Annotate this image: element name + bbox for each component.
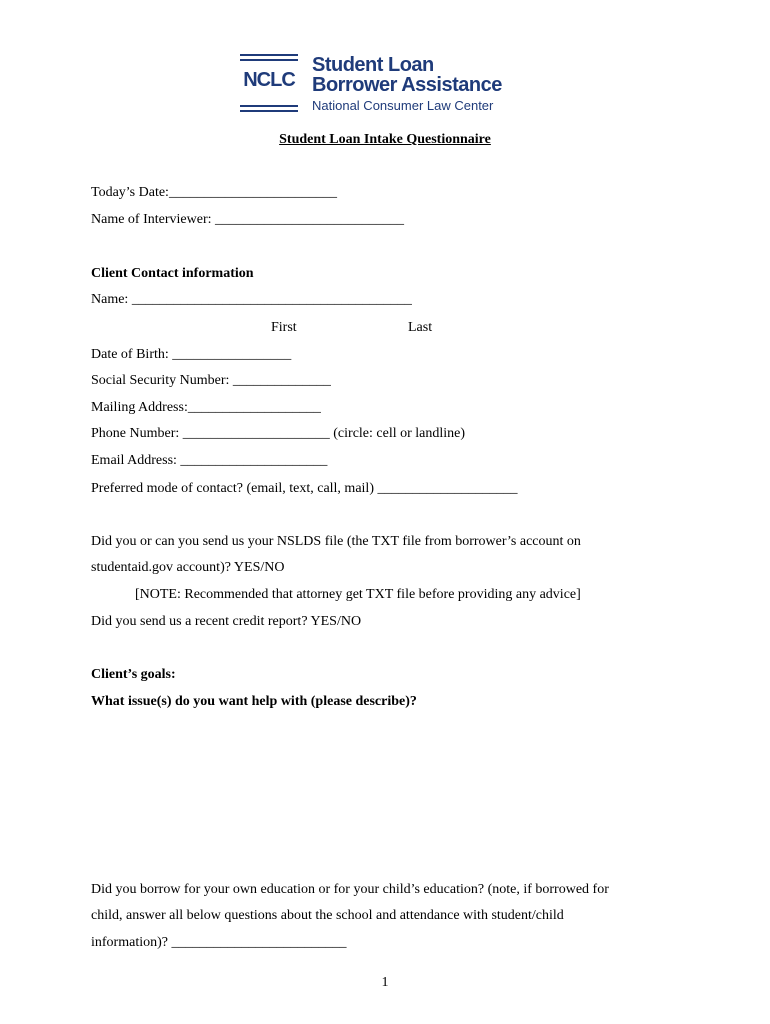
client-name-field[interactable]: Name: ________________________________________ xyxy=(91,292,412,307)
section-heading-contact: Client Contact information xyxy=(91,266,254,281)
date-of-birth-field[interactable]: Date of Birth: _________________ xyxy=(91,347,292,362)
nclc-logo-mark xyxy=(240,54,298,112)
last-name-label: Last xyxy=(408,320,433,335)
logo-line-nclc: National Consumer Law Center xyxy=(312,98,494,113)
section-heading-goals: Client’s goals: xyxy=(91,667,176,682)
issue-question: What issue(s) do you want help with (please describe)? xyxy=(91,694,417,709)
email-address-field[interactable]: Email Address: _____________________ xyxy=(91,453,328,468)
logo-line-borrower-assistance: Borrower Assistance xyxy=(312,74,502,96)
document-title: Student Loan Intake Questionnaire xyxy=(279,132,491,147)
nslds-note: [NOTE: Recommended that attorney get TXT file before providing any advice] xyxy=(135,587,581,602)
borrow-question-line-2: child, answer all below questions about the school and attendance with student/child xyxy=(91,908,564,923)
first-name-label: First xyxy=(271,320,297,335)
interviewer-name-field[interactable]: Name of Interviewer: ___________________________ xyxy=(91,212,404,227)
preferred-contact-field[interactable]: Preferred mode of contact? (email, text, call, mail) ____________________ xyxy=(91,481,518,496)
nslds-question-line-1: Did you or can you send us your NSLDS file (the TXT file from borrower’s account on xyxy=(91,534,581,549)
logo-mark-text: NCLC xyxy=(243,69,295,91)
todays-date-field[interactable]: Today’s Date:________________________ xyxy=(91,185,337,200)
mailing-address-field[interactable]: Mailing Address:___________________ xyxy=(91,400,321,415)
ssn-field[interactable]: Social Security Number: ______________ xyxy=(91,373,331,388)
logo-line-student-loan: Student Loan xyxy=(312,54,434,76)
page-number: 1 xyxy=(381,975,389,990)
borrow-question-line-1: Did you borrow for your own education or for your child’s education? (note, if borrowed for xyxy=(91,882,609,897)
nclc-logo xyxy=(240,54,525,116)
phone-number-field[interactable]: Phone Number: _____________________ (circle: cell or landline) xyxy=(91,426,466,441)
nslds-question-line-2[interactable]: studentaid.gov account)? YES/NO xyxy=(91,560,285,575)
borrow-question-line-3[interactable]: information)? _________________________ xyxy=(91,935,347,950)
credit-report-question[interactable]: Did you send us a recent credit report? YES/NO xyxy=(91,614,362,629)
